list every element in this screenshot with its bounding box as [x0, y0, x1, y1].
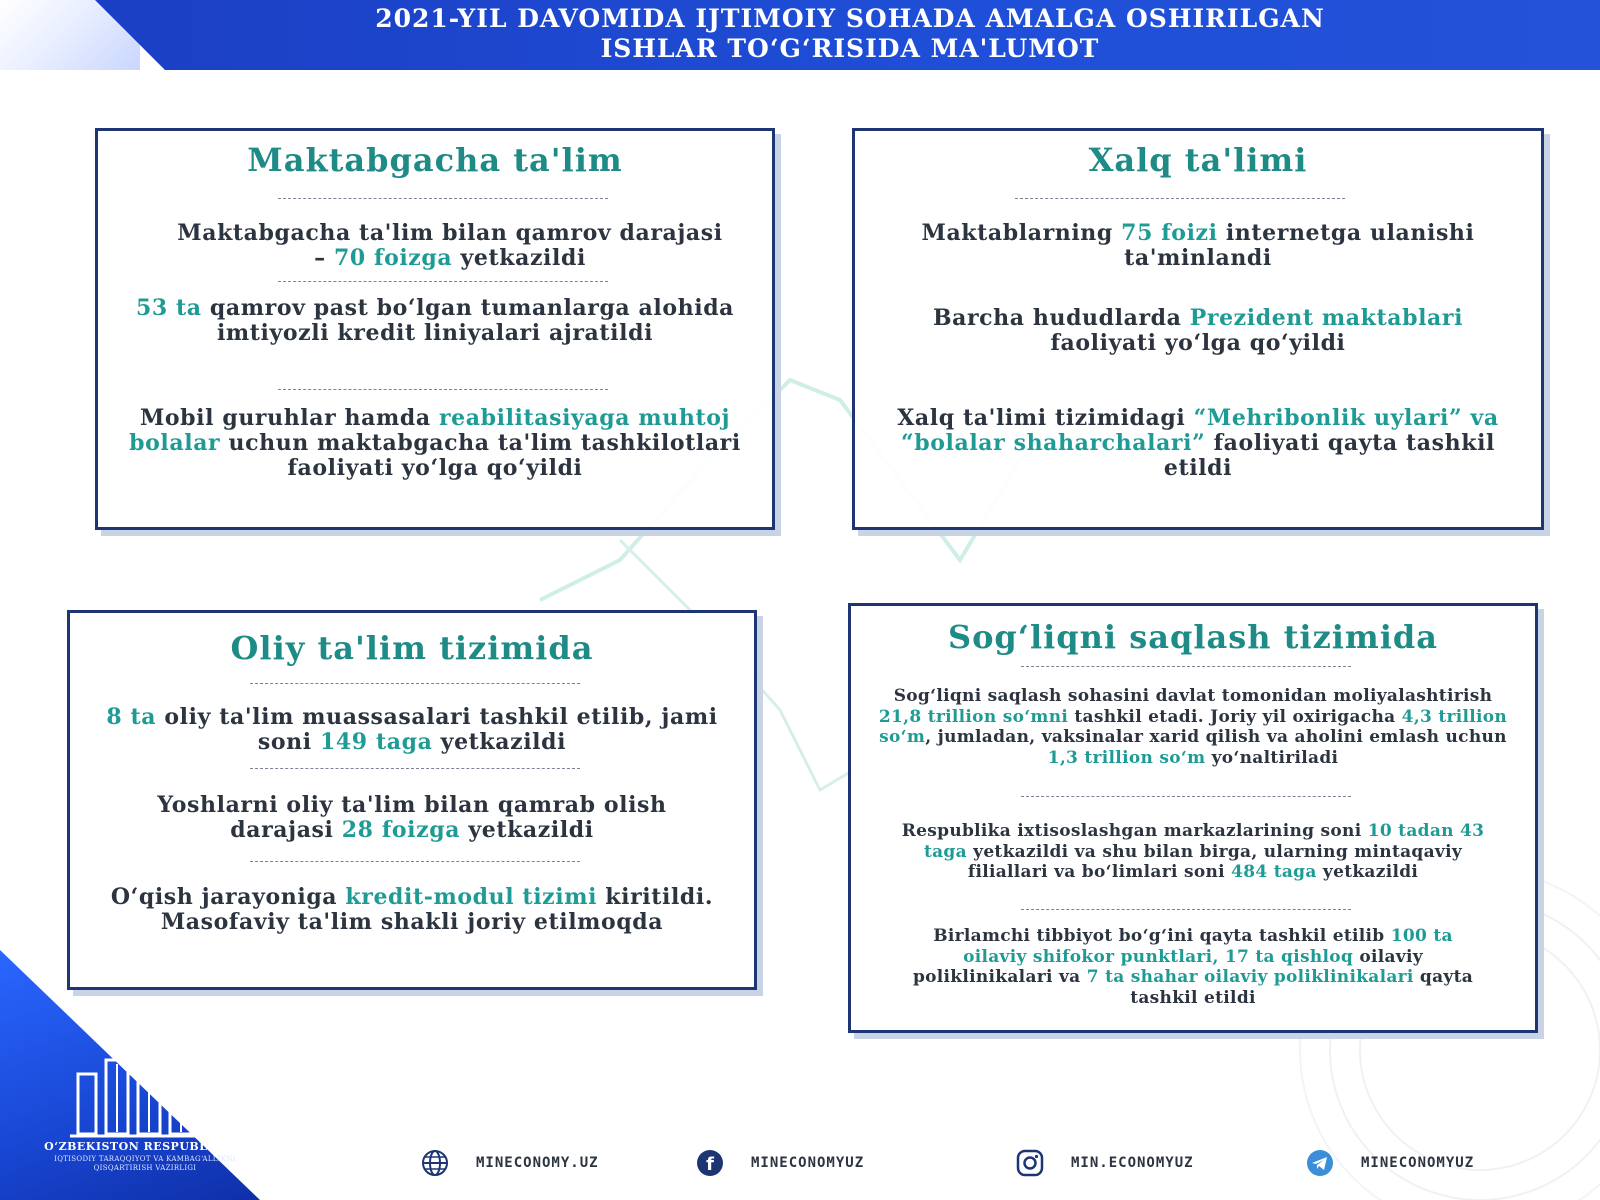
highlight: 75 foizi — [1121, 220, 1218, 246]
card-xalq-talimi — [852, 128, 1544, 530]
divider — [1021, 666, 1351, 667]
highlight: 21,8 trillion so‘mni — [878, 706, 1069, 727]
text: qamrov past bo‘lgan tumanlarga alohida imtiyozli kredit liniyalari ajratildi — [201, 295, 735, 346]
text: Maktabgacha ta'lim bilan qamrov darajasi – — [177, 220, 723, 271]
instagram-text: MIN.ECONOMYUZ — [1071, 1155, 1194, 1171]
text: yetkazildi — [432, 729, 567, 755]
ministry-building-logo — [70, 1052, 230, 1138]
card-maktabgacha — [95, 128, 775, 530]
text: , jumladan, vaksinalar xarid qilish va aholini emlash uchun — [925, 727, 1507, 747]
card-paragraph — [901, 926, 1485, 1008]
text: faoliyati qayta tashkil etildi — [1163, 430, 1495, 481]
highlight: 10 tadan 43 taga — [923, 821, 1485, 862]
footer-facebook-link[interactable] — [695, 1148, 864, 1178]
card-paragraph — [891, 821, 1495, 883]
divider — [250, 861, 580, 862]
divider — [1015, 198, 1345, 199]
footer-website-link[interactable] — [420, 1148, 599, 1178]
globe-icon — [420, 1148, 450, 1178]
text: internetga ulanishi ta'minlandi — [1124, 220, 1475, 271]
svg-text:f: f — [706, 1154, 714, 1175]
facebook-icon — [695, 1148, 725, 1178]
text: oilaviy poliklinikalari va — [912, 946, 1423, 987]
card-oliy-talim — [67, 610, 757, 990]
footer-instagram-link[interactable] — [1015, 1148, 1194, 1178]
card-title: Oliy ta'lim tizimida — [230, 629, 594, 667]
text: yo‘naltiriladi — [1205, 747, 1339, 768]
ministry-subtitle-line: QISQARTIRISH VAZIRLIGI — [93, 1164, 197, 1172]
text: tashkil etadi. Joriy yil oxirigacha — [1068, 706, 1402, 727]
instagram-icon — [1015, 1148, 1045, 1178]
card-paragraph — [895, 306, 1501, 356]
divider — [278, 281, 608, 282]
highlight: 4,3 trillion so‘m — [879, 706, 1508, 747]
card-paragraph — [168, 221, 732, 271]
text: O‘qish jarayoniga — [110, 884, 346, 910]
facebook-text: MINECONOMYUZ — [751, 1155, 865, 1171]
text: Barcha hududlarda — [932, 305, 1190, 331]
text: faoliyati yo‘lga qo‘yildi — [1050, 330, 1346, 356]
website-text: MINECONOMY.UZ — [476, 1155, 599, 1171]
text: yetkazildi — [460, 817, 594, 843]
card-title: Maktabgacha ta'lim — [247, 141, 623, 179]
page-title-line-1: 2021-YIL DAVOMIDA IJTIMOIY SOHADA AMALGA OSHIRILGAN — [375, 4, 1325, 33]
text: Maktablarning — [921, 220, 1122, 246]
divider — [250, 768, 580, 769]
highlight: “Mehribonlik uylari” va “bolalar shaharchalari” — [901, 405, 1499, 456]
highlight: kredit-modul tizimi — [345, 884, 598, 910]
card-paragraph — [90, 885, 734, 935]
text: yetkazildi — [452, 245, 586, 271]
text: Xalq ta'limi tizimidagi — [897, 405, 1194, 431]
highlight: 28 foizga — [341, 817, 461, 843]
highlight: reabilitasiyaga muhtoj bolalar — [129, 405, 731, 456]
page-title-line-2: ISHLAR TO‘G‘RISIDA MA'LUMOT — [600, 34, 1100, 63]
card-title: Xalq ta'limi — [1088, 141, 1308, 179]
divider — [1021, 909, 1351, 910]
page-title — [140, 4, 1560, 64]
text: kiritildi. Masofaviy ta'lim shakli joriy etilmoqda — [160, 884, 714, 935]
card-paragraph — [915, 221, 1481, 271]
highlight: 149 taga — [319, 729, 433, 755]
highlight: Prezident maktablari — [1189, 305, 1464, 331]
card-paragraph — [895, 406, 1501, 481]
card-paragraph — [118, 406, 752, 481]
highlight: 1,3 trillion so‘m — [1047, 747, 1206, 768]
highlight: 53 ta — [135, 295, 202, 321]
text: Birlamchi tibbiyot bo‘g‘ini qayta tashkil etilib — [933, 926, 1391, 946]
footer-telegram-link[interactable] — [1305, 1148, 1474, 1178]
text: oliy ta'lim muassasalari tashkil etilib, jami soni — [156, 704, 718, 755]
divider — [278, 389, 608, 390]
ministry-subtitle — [20, 1155, 270, 1173]
highlight: 484 taga — [1231, 862, 1317, 882]
text: qayta tashkil etildi — [1130, 967, 1474, 1008]
card-paragraph — [110, 793, 714, 843]
highlight: 7 ta shahar oilaviy poliklinikalari — [1086, 967, 1414, 987]
text: uchun maktabgacha ta'lim tashkilotlari faoliyati yo‘lga qo‘yildi — [220, 430, 741, 481]
card-sogliqni-saqlash — [848, 603, 1538, 1033]
text: Yoshlarni oliy ta'lim bilan qamrab olish darajasi — [157, 792, 667, 843]
highlight: 70 foizga — [333, 245, 453, 271]
telegram-icon — [1305, 1148, 1335, 1178]
text: yetkazildi — [1316, 862, 1419, 882]
text: Respublika ixtisoslashgan markazlarining soni — [901, 821, 1368, 841]
highlight: 8 ta — [106, 704, 157, 730]
text: Mobil guruhlar hamda — [139, 405, 439, 431]
ministry-subtitle-line: IQTISODIY TARAQQIYOT VA KAMBAG‘ALLIKNI — [54, 1155, 236, 1163]
card-paragraph — [876, 686, 1510, 768]
divider — [1021, 796, 1351, 797]
divider — [250, 683, 580, 684]
card-paragraph — [118, 296, 752, 346]
telegram-text: MINECONOMYUZ — [1361, 1155, 1475, 1171]
card-title: Sog‘liqni saqlash tizimida — [947, 618, 1439, 656]
ministry-name: O‘ZBEKISTON RESPUBLIKASI — [44, 1140, 246, 1153]
text: Sog‘liqni saqlash sohasini davlat tomonidan moliyalashtirish — [893, 686, 1493, 706]
text: yetkazildi va shu bilan birga, ularning mintaqaviy filiallari va bo‘limlari soni — [966, 841, 1463, 882]
card-paragraph — [100, 705, 724, 755]
divider — [278, 198, 608, 199]
highlight: 100 ta oilaviy shifokor punktlari, 17 ta qishloq — [963, 926, 1453, 967]
